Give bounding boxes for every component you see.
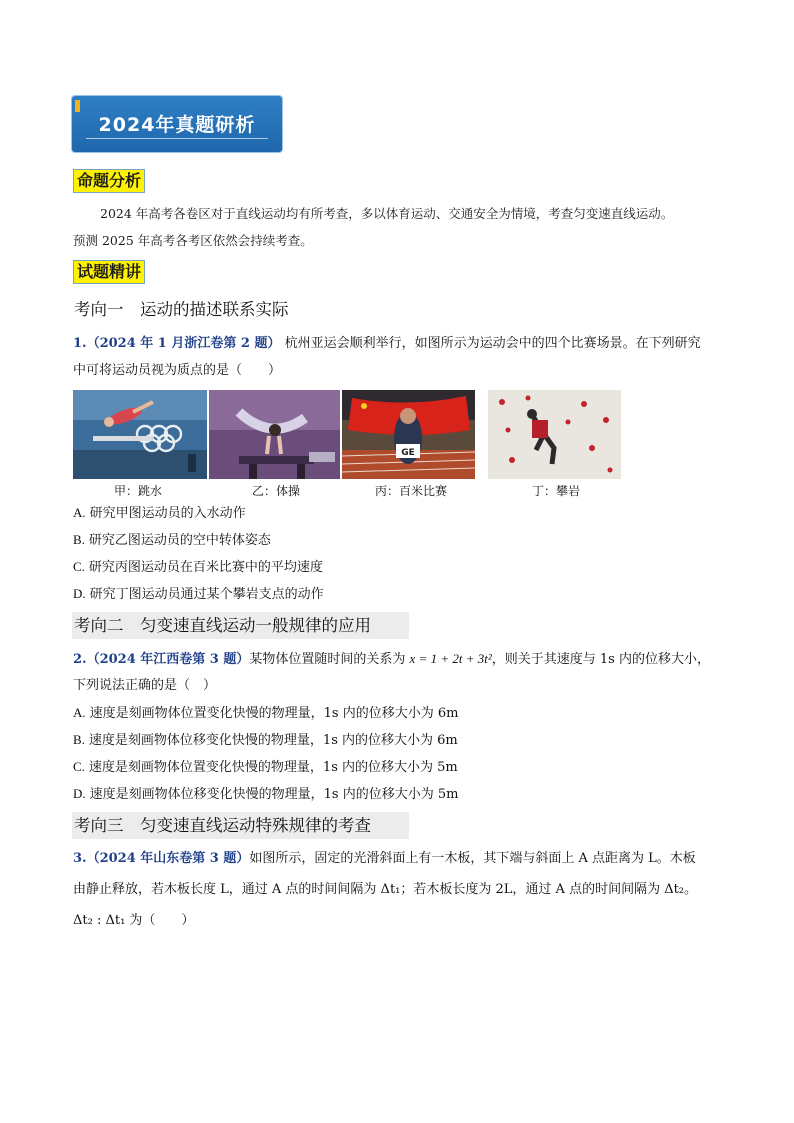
question-1-option-b[interactable]: [73, 530, 713, 551]
question-1-line-2: 中可将运动员视为质点的是（ ）: [73, 363, 282, 378]
question-2-source: （2024 年江西卷第 3 题）: [86, 652, 250, 667]
caption-gymnastics: 乙：体操: [251, 484, 300, 498]
question-1-text-1: 杭州亚运会顺利举行，如图所示为运动会中的四个比赛场景。在下列研究: [280, 336, 701, 351]
option-label: D.: [73, 786, 86, 801]
option-text: 研究乙图运动员的空中转体姿态: [88, 533, 271, 548]
question-2-text-a: 某物体位置随时间的关系为: [249, 652, 410, 667]
lecture-tag: 试题精讲: [73, 260, 145, 284]
sprint-photo: [342, 390, 475, 479]
question-1-line-1: [73, 330, 733, 357]
section-heading-2: 考向二 匀变速直线运动一般规律的应用: [72, 612, 409, 639]
question-3-number: 3.: [73, 851, 87, 866]
question-2-option-a[interactable]: [73, 703, 713, 724]
caption-diving: 甲：跳水: [113, 484, 162, 498]
option-text: 速度是刻画物体位移变化快慢的物理量，1s 内的位移大小为 6m: [88, 733, 458, 748]
question-3-text-1: 如图所示，固定的光滑斜面上有一木板，其下端与斜面上 A 点距离为 L。木板: [249, 851, 696, 866]
option-text: 速度是刻画物体位置变化快慢的物理量，1s 内的位移大小为 6m: [89, 706, 459, 721]
option-label: C.: [73, 759, 85, 774]
option-label: B.: [73, 532, 85, 547]
diving-photo: [73, 390, 207, 479]
question-2-line-1: [73, 645, 733, 673]
caption-sprint: 丙：百米比赛: [374, 484, 447, 498]
option-text: 研究甲图运动员的入水动作: [89, 506, 246, 521]
question-3-line-1: [73, 845, 733, 872]
caption-climbing: 丁：攀岩: [531, 484, 580, 498]
option-label: B.: [73, 732, 85, 747]
question-2-line-2: 下列说法正确的是（ ）: [73, 678, 217, 693]
title-banner: [72, 96, 282, 152]
question-1-option-d[interactable]: [73, 584, 713, 605]
section-heading-3: 考向三 匀变速直线运动特殊规律的考查: [72, 812, 409, 839]
question-1-option-c[interactable]: [73, 557, 713, 578]
question-1-number: 1.: [73, 336, 87, 351]
banner-underline: [86, 138, 268, 139]
option-label: D.: [73, 586, 86, 601]
question-1-source: （2024 年 1 月浙江卷第 2 题）: [86, 336, 281, 351]
bib-label: GE: [401, 448, 415, 458]
option-text: 研究丁图运动员通过某个攀岩支点的动作: [89, 587, 324, 602]
question-1-option-a[interactable]: [73, 503, 713, 524]
gymnastics-photo: [209, 390, 340, 479]
analysis-tag: 命题分析: [73, 169, 145, 193]
question-2-formula: x = 1 + 2t + 3t²: [409, 651, 492, 666]
question-2-option-c[interactable]: [73, 757, 713, 778]
question-3-line-3: Δt₂ : Δt₁ 为（ ）: [73, 913, 195, 928]
banner-title: 2024年真题研析: [98, 114, 256, 136]
question-2-option-b[interactable]: [73, 730, 713, 751]
question-3-source: （2024 年山东卷第 3 题）: [86, 851, 250, 866]
option-text: 速度是刻画物体位置变化快慢的物理量，1s 内的位移大小为 5m: [88, 760, 458, 775]
analysis-line-2: 预测 2025 年高考各考区依然会持续考查。: [73, 233, 313, 248]
option-text: 研究丙图运动员在百米比赛中的平均速度: [88, 560, 323, 575]
question-2-text-b: ，则关于其速度与 1s 内的位移大小，: [491, 652, 710, 667]
question-2-number: 2.: [73, 652, 87, 667]
option-text: 速度是刻画物体位移变化快慢的物理量，1s 内的位移大小为 5m: [89, 787, 459, 802]
question-2-option-d[interactable]: [73, 784, 713, 805]
option-label: A.: [73, 705, 86, 720]
section-heading-1: 考向一 运动的描述联系实际: [74, 300, 289, 319]
analysis-line-1: 2024 年高考各卷区对于直线运动均有所考查，多以体育运动、交通安全为情境，考查匀变速直线运动。: [100, 206, 674, 221]
option-label: C.: [73, 559, 85, 574]
question-3-line-2: 由静止释放，若木板长度 L，通过 A 点的时间间隔为 Δt₁；若木板长度为 2L，通过 A 点的时间间隔为 Δt₂。: [73, 882, 698, 897]
climbing-photo: [488, 390, 621, 479]
option-label: A.: [73, 505, 86, 520]
